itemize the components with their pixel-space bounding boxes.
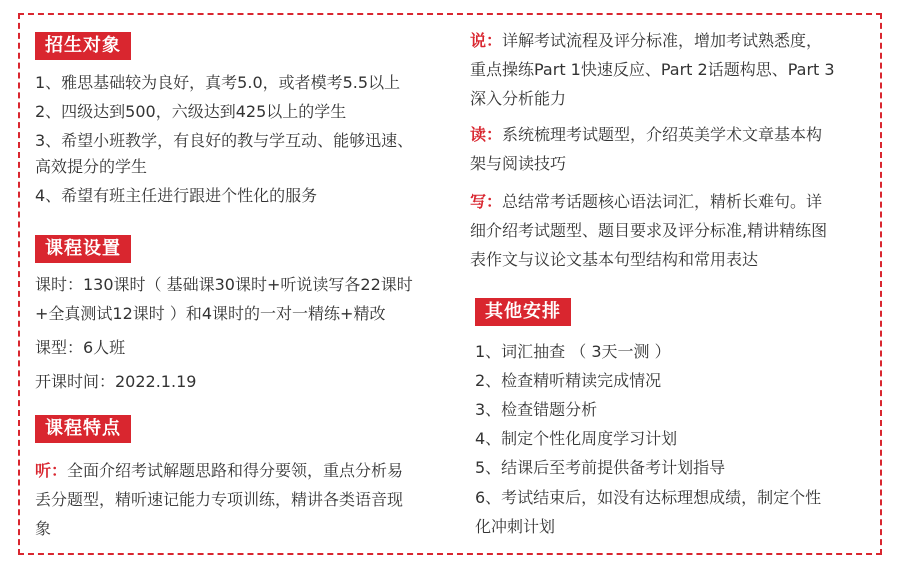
write-line-2: 细介绍考试题型、题目要求及评分标准,精讲精练图 [470, 221, 828, 240]
admission-line-5: 4、希望有班主任进行跟进个性化的服务 [35, 186, 318, 205]
admission-heading: 招生对象 [35, 32, 131, 60]
class-type-line: 课型：6人班 [35, 338, 126, 357]
listen-line-1 [35, 456, 403, 485]
write-line-1 [470, 187, 822, 216]
admission-line-1: 1、雅思基础较为良好，真考5.0，或者模考5.5以上 [35, 73, 401, 92]
other-line-5: 5、结课后至考前提供备考计划指导 [475, 458, 726, 477]
speak-key: 说： [470, 31, 503, 50]
write-key: 写： [470, 192, 503, 211]
features-heading: 课程特点 [35, 415, 131, 443]
speak-text-1: 详解考试流程及评分标准，增加考试熟悉度， [502, 31, 823, 50]
other-line-6: 6、考试结束后，如没有达标理想成绩，制定个性 [475, 488, 822, 507]
other-heading: 其他安排 [475, 298, 571, 326]
course-setup-heading: 课程设置 [35, 235, 131, 263]
read-text-1: 系统梳理考试题型，介绍英美学术文章基本构 [502, 125, 823, 144]
other-line-4: 4、制定个性化周度学习计划 [475, 429, 678, 448]
other-line-2: 2、检查精听精读完成情况 [475, 371, 662, 390]
listen-key: 听： [35, 461, 68, 480]
other-line-3: 3、检查错题分析 [475, 400, 598, 419]
write-text-1: 总结常考话题核心语法词汇，精析长难句。详 [502, 192, 823, 211]
course-hours-line-2: +全真测试12课时 ）和4课时的一对一精练+精改 [35, 304, 386, 323]
course-hours-line-1: 课时：130课时（ 基础课30课时+听说读写各22课时 [35, 275, 413, 294]
listen-line-3: 象 [35, 519, 52, 538]
admission-line-3: 3、希望小班教学，有良好的教与学互动、能够迅速、 [35, 131, 414, 150]
read-line-1 [470, 120, 822, 149]
other-line-7: 化冲刺计划 [475, 517, 556, 536]
read-key: 读： [470, 125, 503, 144]
speak-line-2: 重点操练Part 1快速反应、Part 2话题构思、Part 3 [470, 60, 835, 79]
admission-line-2: 2、四级达到500，六级达到425以上的学生 [35, 102, 347, 121]
listen-text-1: 全面介绍考试解题思路和得分要领，重点分析易 [67, 461, 404, 480]
read-line-2: 架与阅读技巧 [470, 154, 567, 173]
speak-line-3: 深入分析能力 [470, 89, 567, 108]
write-line-3: 表作文与议论文基本句型结构和常用表达 [470, 250, 759, 269]
other-line-1: 1、词汇抽查 （ 3天一测 ） [475, 342, 671, 361]
speak-line-1 [470, 26, 822, 55]
start-date-line: 开课时间：2022.1.19 [35, 372, 197, 391]
listen-line-2: 丢分题型，精听速记能力专项训练，精讲各类语音现 [35, 490, 404, 509]
admission-line-4: 高效提分的学生 [35, 157, 148, 176]
